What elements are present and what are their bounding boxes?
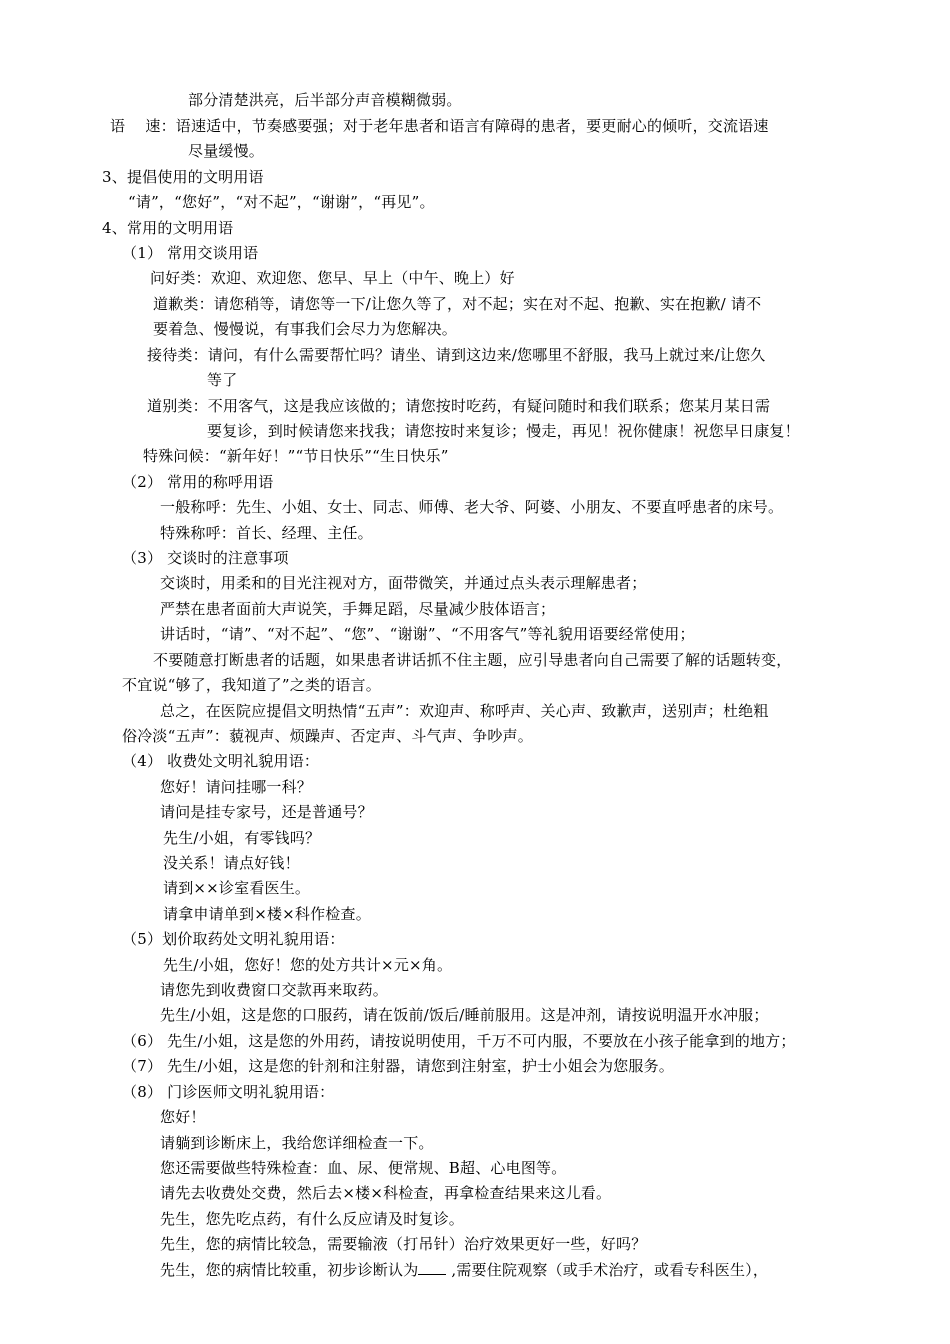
fill-in-blank: [418, 1259, 446, 1275]
text-line: 先生/小姐，这是您的口服药，请在饭前/饭后/睡前服用。这是冲剂，请按说明温开水冲服；: [160, 1006, 769, 1024]
text-line: 一般称呼：先生、小姐、女士、同志、师傅、老大爷、阿婆、小朋友、不要直呼患者的床号。: [160, 498, 784, 516]
text-line: 请先去收费处交费，然后去×楼×科检查，再拿检查结果来这儿看。: [160, 1184, 612, 1202]
subsection-heading: （1） 常用交谈用语: [122, 244, 259, 262]
text-line: 请躺到诊断床上，我给您详细检查一下。: [160, 1134, 434, 1152]
subsection-heading: （3） 交谈时的注意事项: [122, 549, 289, 567]
text-line: 严禁在患者面前大声说笑，手舞足蹈，尽量减少肢体语言；: [160, 600, 556, 618]
text-line: 您还需要做些特殊检查：血、尿、便常规、B超、心电图等。: [160, 1159, 567, 1177]
text-line: 请拿申请单到×楼×科作检查。: [163, 905, 371, 923]
text-line: 先生，您的病情比较急，需要输液（打吊针）治疗效果更好一些，好吗？: [160, 1235, 647, 1253]
subsection-heading: （4） 收费处文明礼貌用语：: [122, 752, 320, 770]
text-line: 请问是挂专家号，还是普通号？: [160, 803, 373, 821]
section-heading: 4、常用的文明用语: [102, 219, 234, 237]
text-line: 先生/小姐，您好！您的处方共计×元×角。: [163, 956, 453, 974]
text-line: 总之，在医院应提倡文明热情“五声”：欢迎声、称呼声、关心声、致歉声，送别声；杜绝粗: [160, 702, 769, 720]
text-line: 先生/小姐，有零钱吗？: [163, 829, 321, 847]
subsection-heading: （2） 常用的称呼用语: [122, 473, 274, 491]
text-line: 部分清楚洪亮，后半部分声音模糊微弱。: [188, 91, 462, 109]
text-line: 交谈时，用柔和的目光注视对方，面带微笑，并通过点头表示理解患者；: [160, 574, 647, 592]
text-line: 您好！请问挂哪一科？: [160, 778, 313, 796]
subsection-heading: （5）划价取药处文明礼貌用语：: [122, 930, 345, 948]
text-line: 要着急、慢慢说，有事我们会尽力为您解决。: [153, 320, 458, 338]
subsection-heading: （7） 先生/小姐，这是您的针剂和注射器，请您到注射室，护士小姐会为您服务。: [122, 1057, 674, 1075]
text-line: 您好！: [160, 1108, 206, 1126]
text-line: 讲话时，“请”、“对不起”、“您”、“谢谢”、“不用客气”等礼貌用语要经常使用；: [160, 625, 695, 643]
text-line: 要复诊，到时候请您来找我；请您按时来复诊；慢走，再见！祝你健康！祝您早日康复！: [207, 422, 800, 440]
text-line: 接待类：请问，有什么需要帮忙吗？请坐、请到这边来/您哪里不舒服，我马上就过来/让您久: [147, 346, 766, 364]
text-line: 请到××诊室看医生。: [163, 879, 311, 897]
text-line: 特殊问候：“新年好！”“节日快乐”“生日快乐”: [143, 447, 449, 465]
text-line: 不要随意打断患者的话题，如果患者讲话抓不住主题，应引导患者向自己需要了解的话题转变，: [153, 651, 792, 669]
subsection-heading: （6） 先生/小姐，这是您的外用药，请按说明使用，千万不可内服，不要放在小孩子能拿到的地方；: [122, 1032, 796, 1050]
text-line: 没关系！请点好钱！: [163, 854, 300, 872]
text-line: 不宜说“够了，我知道了”之类的语言。: [122, 676, 381, 694]
text-line: 尽量缓慢。: [188, 142, 265, 160]
text-line: “请”，“您好”，“对不起”，“谢谢”，“再见”。: [128, 193, 435, 211]
text-line: 语 速：语速适中，节奏感要强；对于老年患者和语言有障碍的患者，要更耐心的倾听，交流语速: [110, 117, 769, 135]
text-segment: 先生，您的病情比较重，初步诊断认为: [160, 1261, 419, 1279]
text-line: 请您先到收费窗口交款再来取药。: [160, 981, 389, 999]
text-line: 特殊称呼：首长、经理、主任。: [160, 524, 373, 542]
text-segment: ,需要住院观察（或手术治疗，或看专科医生），: [446, 1261, 769, 1279]
subsection-heading: （8） 门诊医师文明礼貌用语：: [122, 1083, 335, 1101]
text-line: 等了: [207, 371, 238, 389]
text-line: 俗冷淡“五声”：藐视声、烦躁声、否定声、斗气声、争吵声。: [122, 727, 533, 745]
text-line: [160, 1259, 768, 1281]
text-line: 道歉类：请您稍等，请您等一下/让您久等了，对不起；实在对不起、抱歉、实在抱歉/ 请不: [153, 295, 762, 313]
text-line: 问好类：欢迎、欢迎您、您早、早上（中午、晚上）好: [150, 269, 515, 287]
text-line: 道别类：不用客气，这是我应该做的；请您按时吃药，有疑问随时和我们联系；您某月某日需: [147, 397, 771, 415]
text-line: 先生，您先吃点药，有什么反应请及时复诊。: [160, 1210, 465, 1228]
section-heading: 3、提倡使用的文明用语: [102, 168, 264, 186]
